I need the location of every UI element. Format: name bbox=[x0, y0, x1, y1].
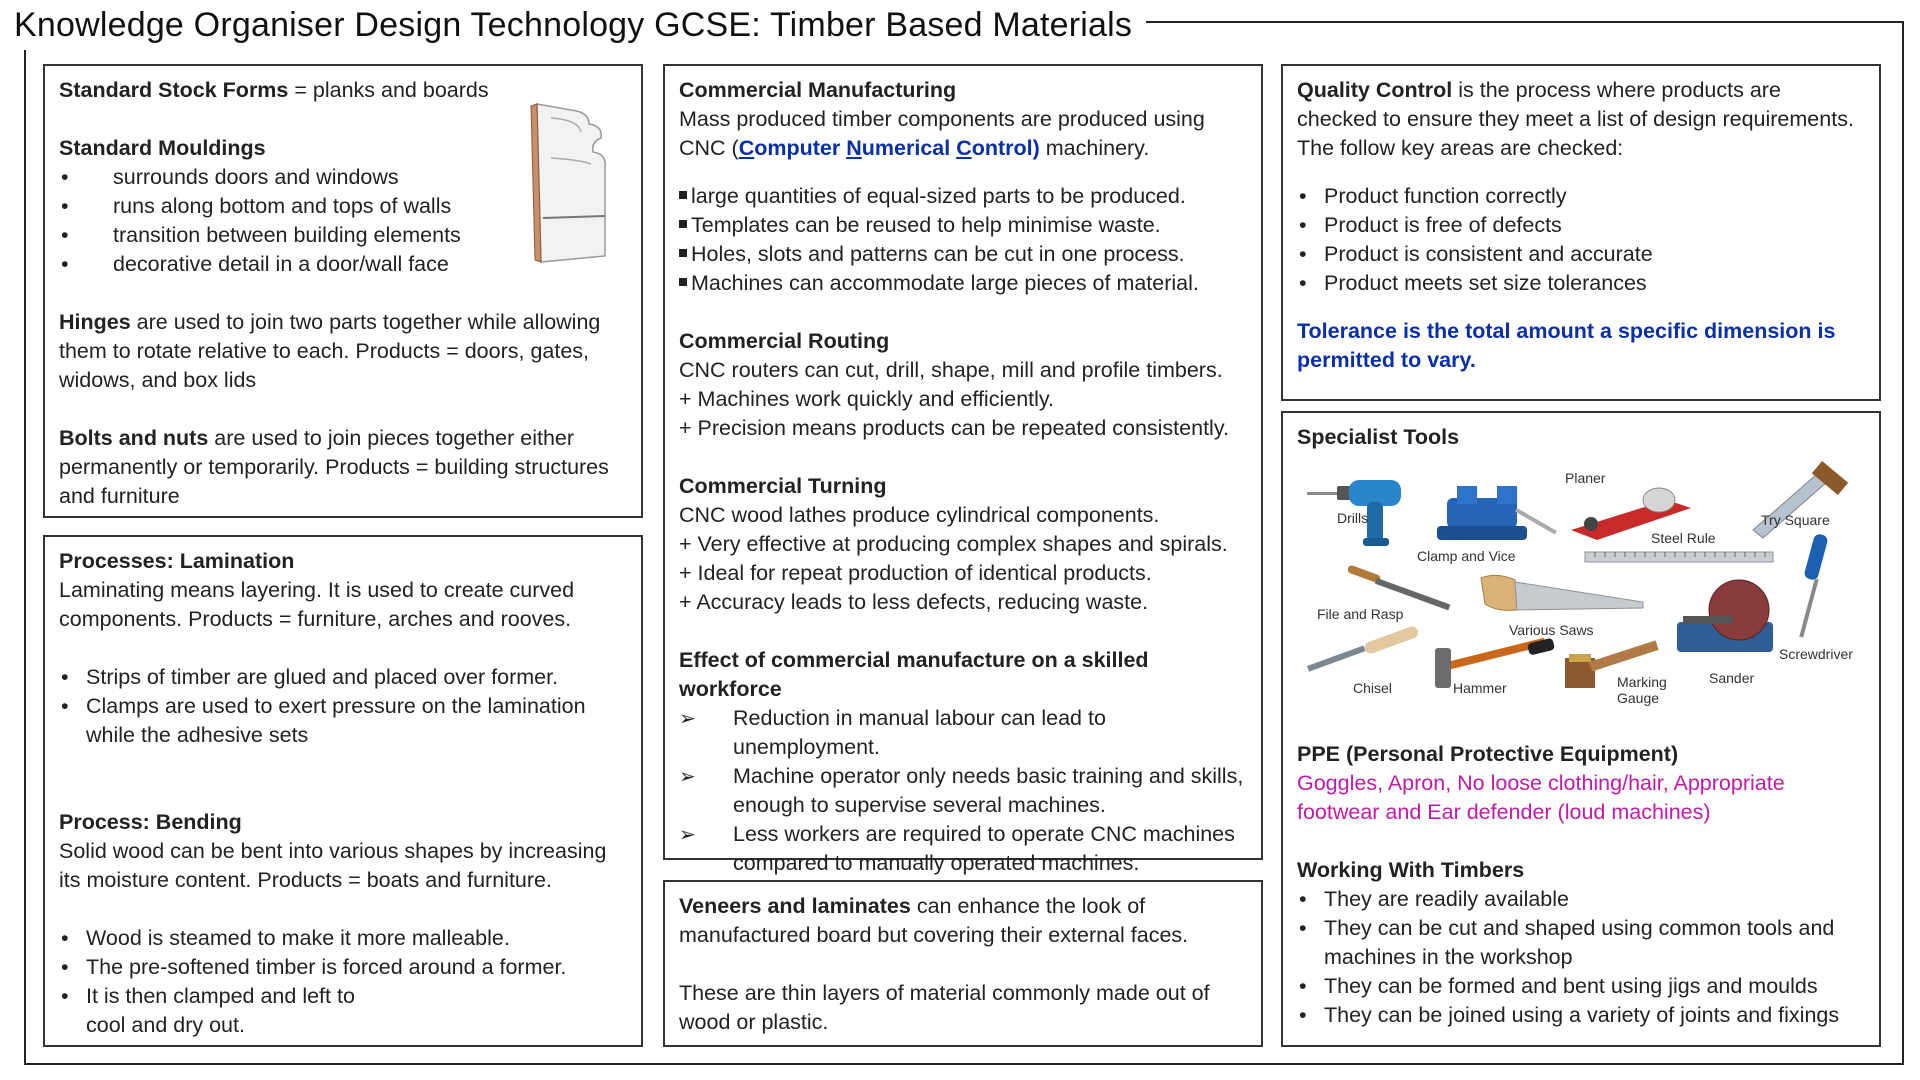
lamination-text: Laminating means layering. It is used to create curved components. Products = furniture, arches and rooves. bbox=[59, 578, 575, 631]
mouldings-heading: Standard Mouldings bbox=[59, 136, 266, 160]
manufacturing-heading: Commercial Manufacturing bbox=[679, 78, 957, 102]
list-item: • Product is consistent and accurate bbox=[1297, 240, 1865, 269]
processes-panel bbox=[43, 535, 643, 1047]
hinges-text: are used to join two parts together while allowing them to rotate relative to each. Products = doors, gates, widows, and box lids bbox=[59, 310, 601, 392]
hinges-heading: Hinges bbox=[59, 310, 131, 334]
page-title: Knowledge Organiser Design Technology GCSE: Timber Based Materials bbox=[14, 6, 1146, 45]
list-item: large quantities of equal-sized parts to be produced. bbox=[679, 182, 1247, 211]
tool-label-clamp: Clamp and Vice bbox=[1417, 548, 1516, 564]
manufacturing-list bbox=[679, 182, 1247, 298]
routing-heading: Commercial Routing bbox=[679, 329, 890, 353]
lamination-heading: Processes: Lamination bbox=[59, 549, 295, 573]
list-item: ➢ Machine operator only needs basic training and skills, enough to supervise several machines. bbox=[679, 762, 1247, 820]
list-item: • decorative detail in a door/wall face bbox=[59, 250, 627, 279]
list-item: • Strips of timber are glued and placed over former. bbox=[59, 663, 627, 692]
turning-line: + Very effective at producing complex shapes and spirals. bbox=[679, 532, 1228, 556]
list-item: • Wood is steamed to make it more malleable. bbox=[59, 924, 627, 953]
bolts-paragraph bbox=[59, 424, 627, 511]
list-item: ➢ Reduction in manual labour can lead to unemployment. bbox=[679, 704, 1133, 762]
tolerance-definition: Tolerance is the total amount a specific dimension is permitted to vary. bbox=[1297, 319, 1836, 372]
list-item: • They can be joined using a variety of joints and fixings bbox=[1297, 1001, 1865, 1030]
bolts-heading: Bolts and nuts bbox=[59, 426, 209, 450]
turning-line: + Accuracy leads to less defects, reducing waste. bbox=[679, 590, 1149, 614]
list-item: • They are readily available bbox=[1297, 885, 1865, 914]
saw-icon bbox=[1477, 568, 1647, 628]
veneers-text-2: These are thin layers of material commonly made out of wood or plastic. bbox=[679, 981, 1210, 1034]
tool-label-screwdriver: Screwdriver bbox=[1779, 646, 1853, 662]
tool-label-chisel: Chisel bbox=[1353, 680, 1392, 696]
turning-heading: Commercial Turning bbox=[679, 474, 887, 498]
veneers-panel bbox=[663, 880, 1263, 1047]
hinges-paragraph bbox=[59, 308, 627, 395]
list-item: • Product meets set size tolerances bbox=[1297, 269, 1865, 298]
frame-left-line bbox=[24, 50, 26, 1065]
tools-panel bbox=[1281, 411, 1881, 1047]
tool-label-sander: Sander bbox=[1709, 670, 1755, 686]
tool-label-planer: Planer bbox=[1565, 470, 1606, 486]
list-item: • Product is free of defects bbox=[1297, 211, 1865, 240]
bending-heading: Process: Bending bbox=[59, 810, 242, 834]
ppe-heading: PPE (Personal Protective Equipment) bbox=[1297, 742, 1679, 766]
quality-heading: Quality Control bbox=[1297, 78, 1453, 102]
lamination-list bbox=[59, 663, 627, 750]
file-rasp-icon bbox=[1347, 560, 1457, 610]
workforce-list bbox=[679, 704, 1247, 878]
quality-paragraph bbox=[1297, 76, 1865, 163]
bending-list bbox=[59, 924, 627, 1040]
routing-line: CNC routers can cut, drill, shape, mill and profile timbers. bbox=[679, 358, 1223, 382]
turning-line: CNC wood lathes produce cylindrical components. bbox=[679, 503, 1160, 527]
list-item: • runs along bottom and tops of walls bbox=[59, 192, 627, 221]
tool-label-marking-gauge: Marking Gauge bbox=[1617, 674, 1667, 706]
list-item: • Clamps are used to exert pressure on the lamination while the adhesive sets bbox=[59, 692, 627, 750]
turning-line: + Ideal for repeat production of identical products. bbox=[679, 561, 1152, 585]
list-item: • surrounds doors and windows bbox=[59, 163, 627, 192]
tools-illustration bbox=[1297, 458, 1857, 728]
bolts-text: are used to join pieces together either permanently or temporarily. Products = building structures and furniture bbox=[59, 426, 609, 508]
chisel-icon bbox=[1307, 636, 1427, 686]
frame-bottom-line bbox=[24, 1063, 1904, 1065]
list-item: • They can be cut and shaped using common tools and machines in the workshop bbox=[1297, 914, 1865, 972]
steel-rule-icon bbox=[1585, 550, 1775, 564]
veneers-paragraph bbox=[679, 892, 1247, 950]
quality-list bbox=[1297, 182, 1865, 298]
list-item: Holes, slots and patterns can be cut in one process. bbox=[679, 240, 1247, 269]
list-item: ➢ Less workers are required to operate CNC machines compared to manually operated machines. bbox=[679, 820, 1247, 878]
list-item: • Product function correctly bbox=[1297, 182, 1865, 211]
tool-label-steel-rule: Steel Rule bbox=[1651, 530, 1716, 546]
tool-label-hammer: Hammer bbox=[1453, 680, 1507, 696]
routing-line: + Precision means products can be repeated consistently. bbox=[679, 416, 1229, 440]
commercial-panel bbox=[663, 64, 1263, 875]
list-item: • It is then clamped and left to cool and dry out. bbox=[59, 982, 386, 1040]
drill-icon bbox=[1307, 468, 1417, 548]
tools-heading: Specialist Tools bbox=[1297, 425, 1460, 449]
stock-forms-text: = planks and boards bbox=[288, 78, 489, 102]
tool-label-try-square: Try Square bbox=[1761, 512, 1830, 528]
frame-top-line bbox=[1080, 21, 1904, 23]
list-item: Machines can accommodate large pieces of material. bbox=[679, 269, 1247, 298]
list-item: Templates can be reused to help minimise waste. bbox=[679, 211, 1247, 240]
tool-label-saws: Various Saws bbox=[1509, 622, 1594, 638]
routing-line: + Machines work quickly and efficiently. bbox=[679, 387, 1055, 411]
ppe-text: Goggles, Apron, No loose clothing/hair, Appropriate footwear and Ear defender (loud machines) bbox=[1297, 771, 1785, 824]
workforce-heading: Effect of commercial manufacture on a skilled workforce bbox=[679, 648, 1149, 701]
list-item: • They can be formed and bent using jigs and moulds bbox=[1297, 972, 1865, 1001]
vice-icon bbox=[1437, 478, 1567, 548]
screwdriver-icon bbox=[1795, 534, 1835, 644]
bending-text: Solid wood can be bent into various shapes by increasing its moisture content. Products = boats and furniture. bbox=[59, 839, 607, 892]
working-heading: Working With Timbers bbox=[1297, 858, 1525, 882]
working-list bbox=[1297, 885, 1865, 1030]
veneers-heading: Veneers and laminates bbox=[679, 894, 911, 918]
tool-label-file-rasp: File and Rasp bbox=[1317, 606, 1404, 622]
veneers-text: can enhance the look of manufactured board but covering their external faces. bbox=[679, 894, 1189, 947]
manufacturing-text: Mass produced timber components are produced using CNC (Computer Numerical Control) machinery. bbox=[679, 107, 1205, 160]
stock-forms-heading: Standard Stock Forms bbox=[59, 78, 289, 102]
list-item: • The pre-softened timber is forced around a former. bbox=[59, 953, 627, 982]
moulding-profile-icon bbox=[531, 98, 613, 268]
stock-forms-panel bbox=[43, 64, 643, 518]
sander-icon bbox=[1677, 576, 1787, 656]
quality-panel bbox=[1281, 64, 1881, 401]
frame-right-line bbox=[1902, 21, 1904, 1065]
cnc-abbreviation: Computer Numerical Control) bbox=[738, 136, 1040, 160]
list-item: • transition between building elements bbox=[59, 221, 627, 250]
quality-text: is the process where products are checked to ensure they meet a list of design requirements. The follow key areas are checked: bbox=[1297, 78, 1854, 160]
tool-label-drills: Drills bbox=[1337, 510, 1369, 526]
